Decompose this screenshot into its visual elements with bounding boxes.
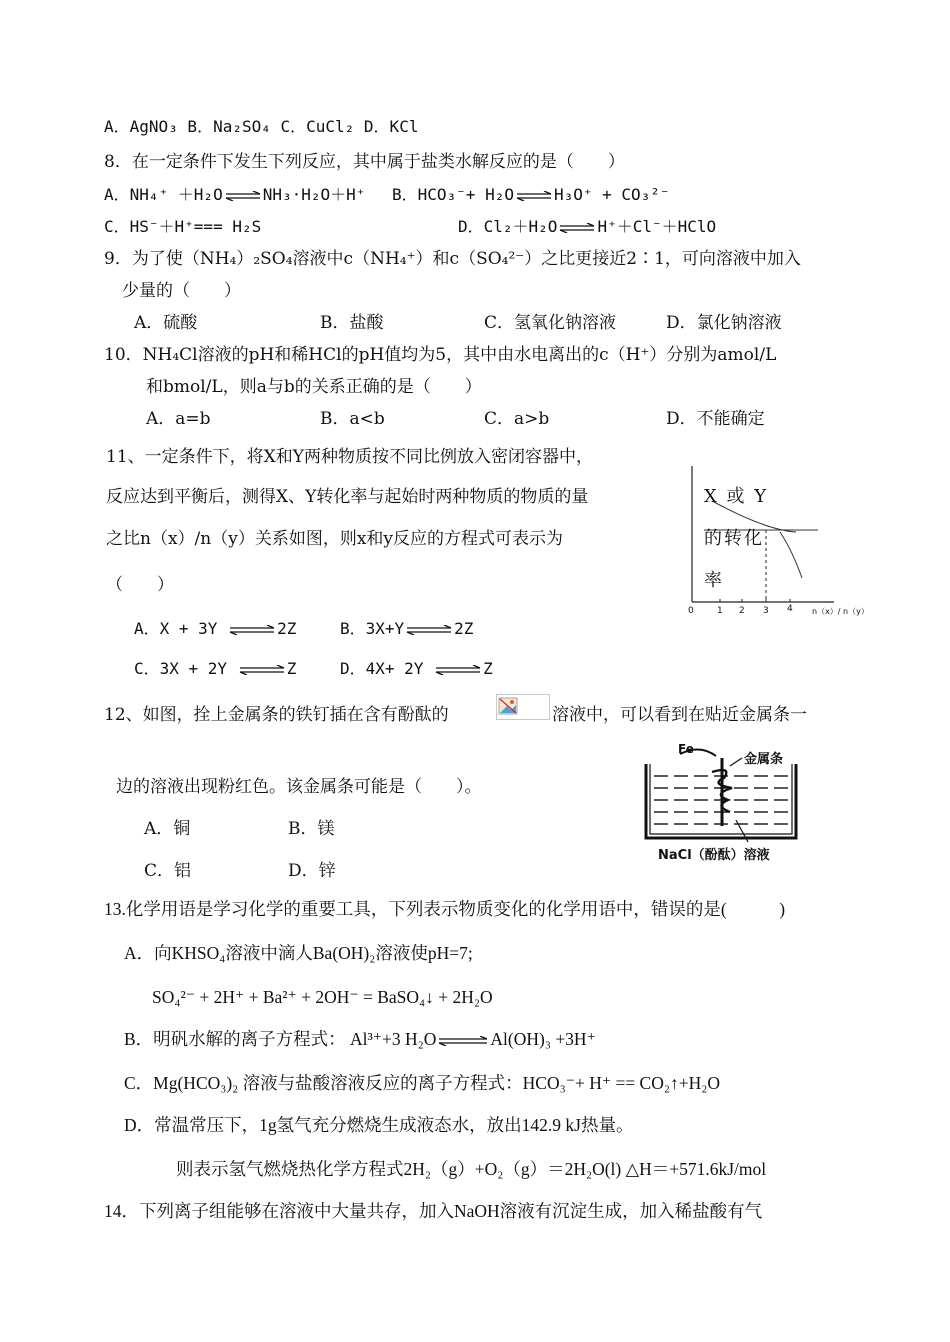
graph-ylabel-line1: X 或 Y bbox=[704, 486, 769, 507]
q9-option-d: D．氯化钠溶液 bbox=[666, 313, 782, 333]
fe-label: Fe bbox=[678, 742, 694, 756]
q13-option-b: B．明矾水解的离子方程式： Al³⁺+3 H₂O Al(OH)₃ +3H⁺ bbox=[124, 1029, 596, 1049]
equilibrium-arrow-icon bbox=[406, 625, 452, 635]
q10-option-b: B．a<b bbox=[320, 409, 385, 429]
q12-option-c: C．铝 bbox=[144, 861, 192, 881]
broken-image-icon bbox=[496, 694, 550, 720]
graph-tick-1: 1 bbox=[717, 606, 723, 616]
equilibrium-arrow-icon bbox=[559, 223, 595, 233]
q14-stem: 14．下列离子组能够在溶液中大量共存，加入NaOH溶液有沉淀生成，加入稀盐酸有气 bbox=[104, 1201, 763, 1221]
graph-tick-3: 3 bbox=[763, 606, 769, 616]
q13-option-c: C．Mg(HCO₃)₂ 溶液与盐酸溶液反应的离子方程式：HCO₃⁻+ H⁺ == CO₂↑+H₂O bbox=[124, 1073, 720, 1093]
q9-option-a: A．硫酸 bbox=[134, 313, 198, 333]
q8-option-a: A．NH₄⁺ ＋H₂O NH₃·H₂O＋H⁺ bbox=[104, 185, 366, 204]
q10-stem-cont: 和bmol/L，则a与b的关系正确的是（ ） bbox=[146, 377, 482, 397]
q12-option-b: B．镁 bbox=[288, 819, 335, 839]
graph-ylabel-line3: 率 bbox=[704, 570, 724, 591]
graph-tick-0: 0 bbox=[688, 606, 694, 616]
q11-option-d: D．4X+ 2Y Z bbox=[340, 659, 493, 678]
q9-stem-cont: 少量的（ ） bbox=[122, 281, 241, 301]
metal-strip-label: 金属条 bbox=[744, 752, 784, 767]
q10-option-c: C．a>b bbox=[484, 409, 550, 429]
q9-option-c: C．氢氧化钠溶液 bbox=[484, 313, 617, 333]
beaker-figure bbox=[640, 742, 830, 868]
q11-option-a: A．X + 3Y 2Z bbox=[134, 619, 297, 638]
equilibrium-arrow-icon bbox=[438, 1036, 488, 1046]
graph-tick-2: 2 bbox=[739, 606, 745, 616]
q8-option-d: D．Cl₂＋H₂O H⁺＋Cl⁻＋HClO bbox=[458, 217, 717, 236]
q9-option-b: B．盐酸 bbox=[320, 313, 384, 333]
q8-stem: 8．在一定条件下发生下列反应，其中属于盐类水解反应的是（ ） bbox=[104, 152, 625, 172]
q12-stem-line2: 边的溶液出现粉红色。该金属条可能是（ ）。 bbox=[116, 777, 482, 797]
equilibrium-arrow-icon bbox=[435, 665, 481, 675]
equilibrium-arrow-icon bbox=[225, 191, 261, 201]
q11-option-b: B．3X+Y 2Z bbox=[340, 619, 474, 638]
graph-tick-4: 4 bbox=[787, 604, 793, 614]
q12-stem: 12、如图，拴上金属条的铁钉插在含有酚酞的 bbox=[104, 705, 449, 725]
q12-option-a: A．铜 bbox=[144, 819, 191, 839]
q13-option-d: D．常温常压下，1g氢气充分燃烧生成液态水，放出142.9 kJ热量。 bbox=[124, 1115, 634, 1135]
q8-option-c: C．HS⁻＋H⁺=== H₂S bbox=[104, 217, 262, 236]
q11-answer-bracket: （ ） bbox=[106, 575, 174, 595]
equilibrium-arrow-icon bbox=[516, 191, 552, 201]
q7-options: A．AgNO₃ B．Na₂SO₄ C．CuCl₂ D．KCl bbox=[104, 117, 419, 136]
q11-stem-line3: 之比n（x）/n（y）关系如图，则x和y反应的方程式可表示为 bbox=[106, 529, 564, 549]
q13-option-a: A．向KHSO₄溶液中滴人Ba(OH)₂溶液使pH=7; bbox=[124, 943, 473, 963]
equilibrium-arrow-icon bbox=[229, 625, 275, 635]
q11-stem-line2: 反应达到平衡后，测得X、Y转化率与起始时两种物质的物质的量 bbox=[106, 487, 589, 507]
q12-option-d: D．锌 bbox=[288, 861, 336, 881]
q13-option-d-equation: 则表示氢气燃烧热化学方程式2H₂（g）+O₂（g）＝2H₂O(l) △H＝+571.6kJ/mol bbox=[176, 1159, 767, 1179]
q13-stem: 13.化学用语是学习化学的重要工具，下列表示物质变化的化学用语中，错误的是( ) bbox=[104, 899, 786, 919]
q9-stem: 9．为了使（NH₄）₂SO₄溶液中c（NH₄⁺）和c（SO₄²⁻）之比更接近2∶1，可向溶液中加入 bbox=[104, 249, 801, 269]
q12-stem-after-image: 溶液中，可以看到在贴近金属条一 bbox=[552, 705, 807, 725]
conversion-rate-graph bbox=[684, 462, 868, 624]
graph-ylabel-line2: 的转化 bbox=[704, 528, 764, 549]
graph-xlabel: n（x）/ n（y） bbox=[812, 607, 869, 616]
solution-label: NaCl（酚酞）溶液 bbox=[658, 848, 770, 863]
q10-option-d: D．不能确定 bbox=[666, 409, 765, 429]
q11-option-c: C．3X + 2Y Z bbox=[134, 659, 297, 678]
q13-option-a-equation: SO₄²⁻ + 2H⁺ + Ba²⁺ + 2OH⁻ = BaSO₄↓ + 2H₂O bbox=[152, 987, 493, 1007]
equilibrium-arrow-icon bbox=[239, 665, 285, 675]
q8-option-b: B．HCO₃⁻+ H₂O H₃O⁺ + CO₃²⁻ bbox=[392, 185, 670, 204]
q10-option-a: A．a=b bbox=[146, 409, 211, 429]
q11-stem: 11、一定条件下，将X和Y两种物质按不同比例放入密闭容器中， bbox=[106, 447, 593, 467]
q10-stem: 10．NH₄Cl溶液的pH和稀HCl的pH值均为5，其中由水电离出的c（H⁺）分别为amol/L bbox=[104, 345, 777, 365]
